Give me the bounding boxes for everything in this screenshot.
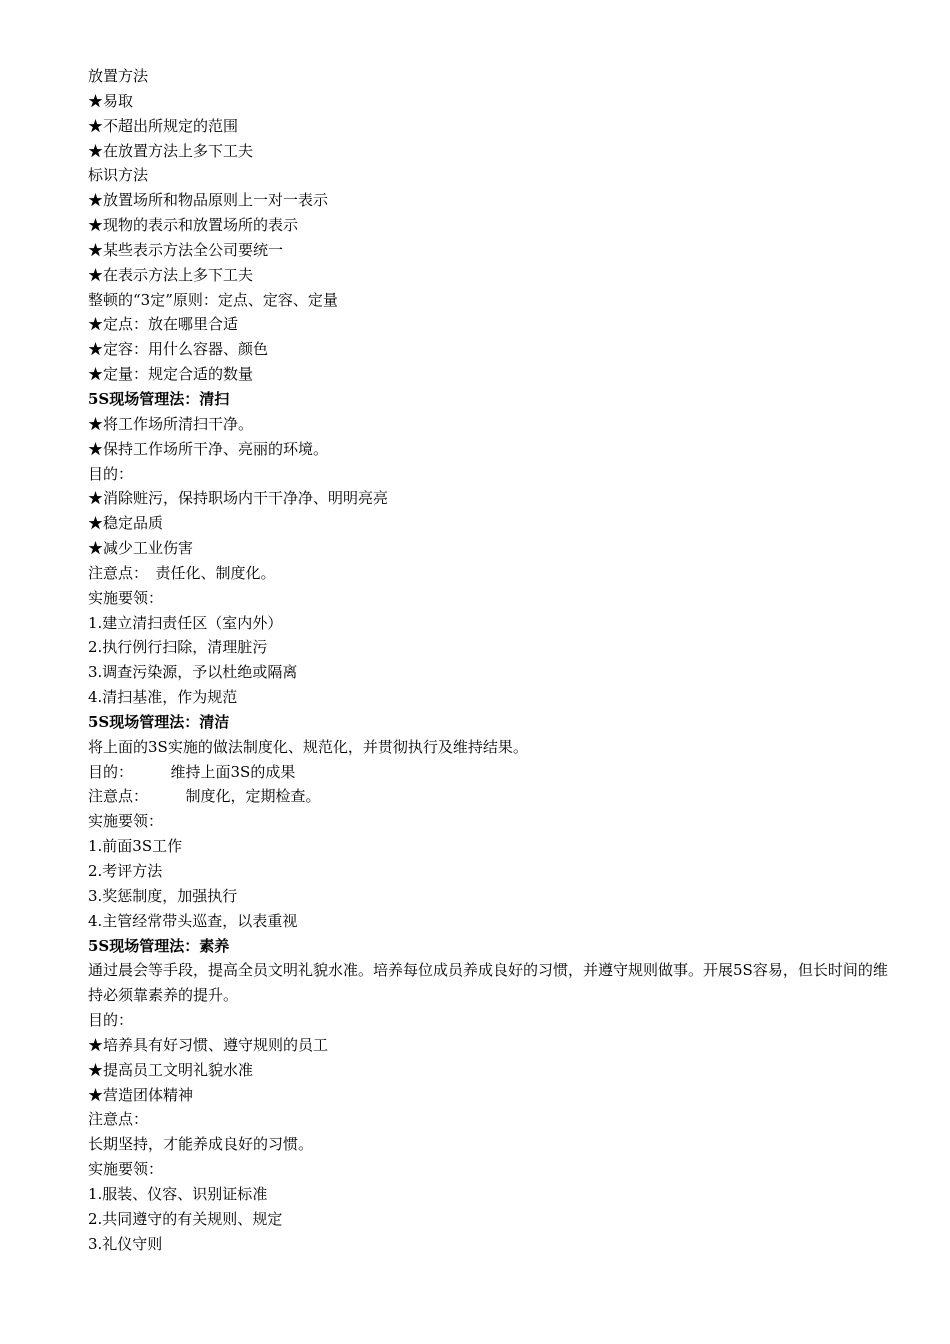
notes-line: 注意点： 制度化，定期检查。 [88, 787, 321, 806]
list-item: 2.执行例行扫除，清理脏污 [88, 638, 268, 657]
purpose-label: 目的： [88, 464, 134, 483]
bullet-fixed-container: ★定容：用什么容器、颜色 [88, 340, 269, 359]
list-item: 1.服装、仪容、识别证标准 [88, 1184, 268, 1203]
list-item: 2.共同遵守的有关规则、规定 [88, 1209, 283, 1228]
cleanliness-description: 将上面的3S实施的做法制度化、规范化，并贯彻执行及维持结果。 [88, 737, 528, 756]
list-item: 4.清扫基准，作为规范 [88, 688, 238, 707]
implementation-label: 实施要领： [88, 812, 164, 831]
section-heading-labeling-method: 标识方法 [88, 166, 149, 185]
list-item: 3.奖惩制度，加强执行 [88, 886, 238, 905]
bullet-remove-dirt: ★消除赃污，保持职场内干干净净、明明亮亮 [88, 489, 389, 508]
three-fix-principle: 整顿的“3定”原则：定点、定容、定量 [88, 290, 338, 309]
bullet-one-to-one: ★放置场所和物品原则上一对一表示 [88, 191, 329, 210]
discipline-description: 通过晨会等手段，提高全员文明礼貌水准。培养每位成员养成良好的习惯，并遵守规则做事。开展5S容易，但长时间的维持必须靠素养的提升。 [88, 961, 888, 1005]
document-page [88, 64, 898, 1257]
section-heading-cleanliness: 5S现场管理法：清洁 [88, 712, 230, 731]
section-heading-cleaning: 5S现场管理法：清扫 [88, 389, 230, 408]
list-item: 1.建立清扫责任区（室内外） [88, 613, 283, 632]
notes-text: 长期坚持，才能养成良好的习惯。 [88, 1135, 314, 1154]
bullet-fixed-location: ★定点：放在哪里合适 [88, 315, 239, 334]
list-item: 1.前面3S工作 [88, 837, 183, 856]
bullet-within-range: ★不超出所规定的范围 [88, 116, 239, 135]
bullet-placement-effort: ★在放置方法上多下工夫 [88, 141, 254, 160]
implementation-label: 实施要领： [88, 1160, 164, 1179]
bullet-labeling-effort: ★在表示方法上多下工夫 [88, 265, 254, 284]
list-item: 4.主管经常带头巡查，以表重视 [88, 911, 298, 930]
bullet-reduce-injury: ★减少工业伤害 [88, 539, 194, 558]
bullet-clean-workplace: ★将工作场所清扫干净。 [88, 414, 254, 433]
bullet-item-and-place-label: ★现物的表示和放置场所的表示 [88, 216, 299, 235]
purpose-line: 目的： 维持上面3S的成果 [88, 762, 296, 781]
bullet-stable-quality: ★稳定品质 [88, 514, 164, 533]
notes-label: 注意点： [88, 1110, 149, 1129]
list-item: 3.调查污染源，予以杜绝或隔离 [88, 663, 298, 682]
list-item: 3.礼仪守则 [88, 1234, 163, 1253]
bullet-keep-clean: ★保持工作场所干净、亮丽的环境。 [88, 439, 329, 458]
purpose-label: 目的： [88, 1011, 134, 1030]
bullet-company-unified: ★某些表示方法全公司要统一 [88, 240, 284, 259]
list-item: 2.考评方法 [88, 862, 163, 880]
bullet-easy-access: ★易取 [88, 91, 134, 110]
bullet-fixed-quantity: ★定量：规定合适的数量 [88, 365, 254, 384]
implementation-label: 实施要领： [88, 588, 164, 607]
bullet-team-spirit: ★营造团体精神 [88, 1085, 194, 1104]
bullet-good-habits: ★培养具有好习惯、遵守规则的员工 [88, 1035, 329, 1054]
section-heading-placement-method: 放置方法 [88, 67, 149, 85]
bullet-civility: ★提高员工文明礼貌水准 [88, 1060, 254, 1079]
section-heading-discipline: 5S现场管理法：素养 [88, 936, 230, 955]
notes-line: 注意点： 责任化、制度化。 [88, 563, 276, 582]
